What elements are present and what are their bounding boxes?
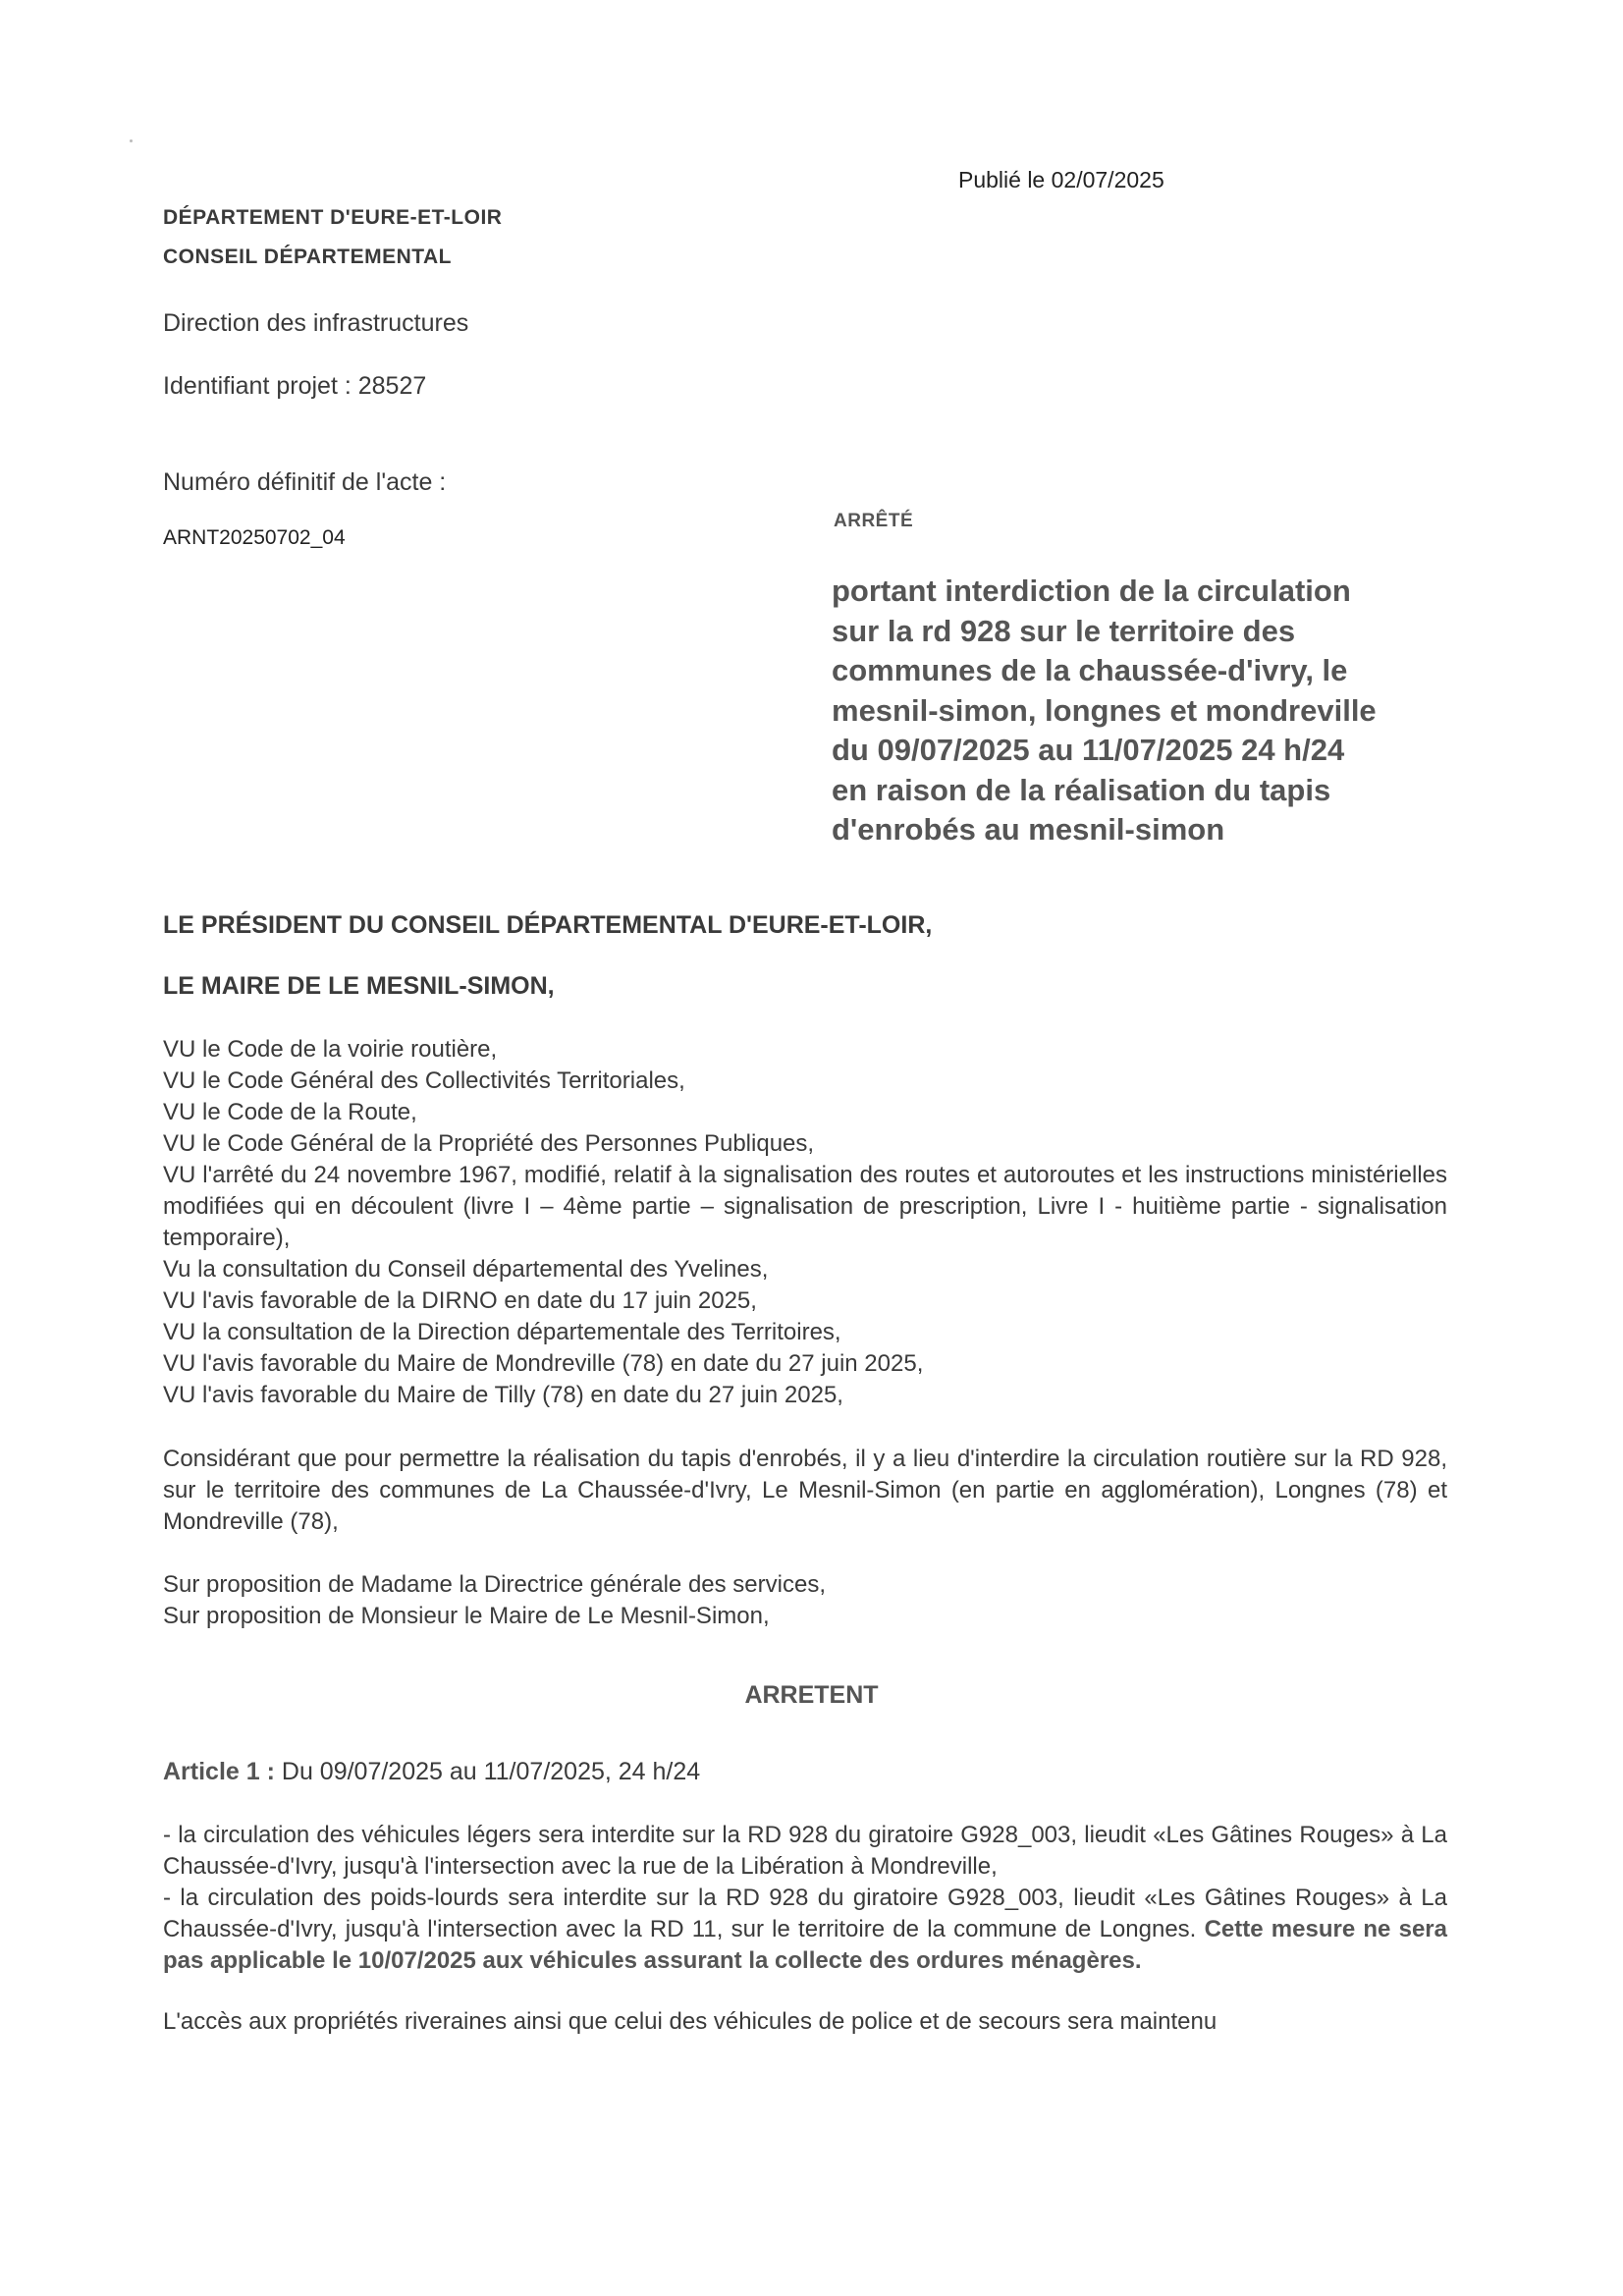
direction-name: Direction des infrastructures (163, 309, 469, 337)
vu-list (163, 1034, 1447, 1411)
decree-label: ARRÊTÉ (834, 511, 914, 531)
decree-title-line: sur la rd 928 sur le territoire des (832, 613, 1296, 648)
vu-line: VU l'avis favorable de la DIRNO en date du 17 juin 2025, (163, 1287, 757, 1314)
decree-title-line: communes de la chaussée-d'ivry, le (832, 653, 1348, 687)
vu-line: VU le Code Général des Collectivités Territoriales, (163, 1067, 685, 1094)
publication-date: Publié le 02/07/2025 (958, 167, 1164, 192)
decree-title-line: en raison de la réalisation du tapis (832, 772, 1331, 807)
act-number-label: Numéro définitif de l'acte : (163, 468, 447, 496)
article-1-body (163, 1820, 1447, 1977)
access-paragraph: L'accès aux propriétés riveraines ainsi que celui des véhicules de police et de secours sera maintenu (163, 2008, 1217, 2035)
vu-line: VU le Code Général de la Propriété des Personnes Publiques, (163, 1130, 815, 1157)
project-identifier: Identifiant projet : 28527 (163, 372, 427, 400)
vu-line: VU la consultation de la Direction départementale des Territoires, (163, 1319, 841, 1345)
heavy-vehicles-text: - la circulation des poids-lourds sera interdite sur la RD 928 du giratoire G928_003, lieudit «Les Gâtines Rouges» à La Chaussée-d'Ivry, jusqu'à l'intersection avec la RD 11, sur le territoire de la commune de Longnes. (163, 1885, 1447, 1942)
heavy-vehicles-rule (163, 1883, 1447, 1977)
vu-line: VU l'arrêté du 24 novembre 1967, modifié, relatif à la signalisation des routes et autoroutes et les instructions ministérielles modifiées qui en découlent (livre I – 4ème partie – signalisation de prescription, Livre I - huitième partie - signalisation temporaire), (163, 1162, 1447, 1251)
proposition-line: Sur proposition de Madame la Directrice générale des services, (163, 1571, 826, 1598)
decree-title-line: mesnil-simon, longnes et mondreville (832, 692, 1377, 728)
vu-line: Vu la consultation du Conseil départemental des Yvelines, (163, 1256, 769, 1283)
vu-line: VU le Code de la Route, (163, 1099, 417, 1125)
mayor-heading: LE MAIRE DE LE MESNIL-SIMON, (163, 972, 555, 1000)
department-name: DÉPARTEMENT D'EURE-ET-LOIR (163, 206, 503, 229)
decree-title (832, 572, 1460, 850)
vu-line: VU l'avis favorable du Maire de Mondreville (78) en date du 27 juin 2025, (163, 1350, 924, 1377)
arretent-heading: ARRETENT (744, 1681, 879, 1709)
decree-title-line: portant interdiction de la circulation (832, 574, 1351, 608)
vu-line: VU le Code de la voirie routière, (163, 1036, 498, 1063)
council-name: CONSEIL DÉPARTEMENTAL (163, 246, 453, 268)
proposition-line: Sur proposition de Monsieur le Maire de Le Mesnil-Simon, (163, 1603, 770, 1629)
decree-title-line: du 09/07/2025 au 11/07/2025 24 h/24 (832, 733, 1345, 767)
act-number: ARNT20250702_04 (163, 526, 346, 549)
decree-title-line: d'enrobés au mesnil-simon (832, 812, 1225, 847)
scan-speck (130, 139, 133, 142)
light-vehicles-rule: - la circulation des véhicules légers sera interdite sur la RD 928 du giratoire G928_003, lieudit «Les Gâtines Rouges» à La Chaussée-d'Ivry, jusqu'à l'intersection avec la rue de la Libération à Mondreville, (163, 1822, 1447, 1880)
president-heading: LE PRÉSIDENT DU CONSEIL DÉPARTEMENTAL D'EURE-ET-LOIR, (163, 911, 933, 939)
collection-exception: Cette mesure ne sera pas applicable le 10/07/2025 aux véhicules assurant la collecte des ordures ménagères. (163, 1916, 1447, 1974)
article-1-label: Article 1 : (163, 1758, 275, 1785)
propositions (163, 1569, 1447, 1632)
article-1-heading (163, 1758, 700, 1786)
considerant-paragraph: Considérant que pour permettre la réalisation du tapis d'enrobés, il y a lieu d'interdire la circulation routière sur la RD 928, sur le territoire des communes de La Chaussée-d'Ivry, Le Mesnil-Simon (en partie en agglomération), Longnes (78) et Mondreville (78), (163, 1446, 1447, 1535)
article-1-period: Du 09/07/2025 au 11/07/2025, 24 h/24 (274, 1758, 701, 1785)
vu-line: VU l'avis favorable du Maire de Tilly (78) en date du 27 juin 2025, (163, 1382, 843, 1408)
